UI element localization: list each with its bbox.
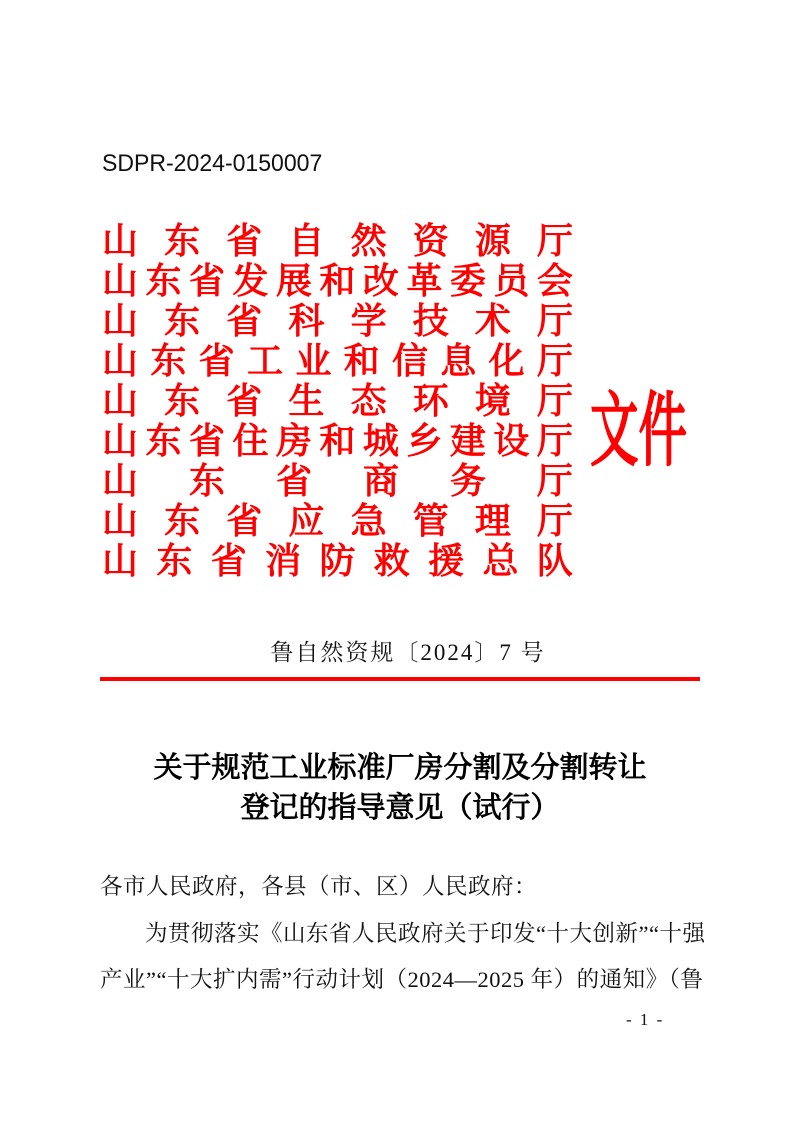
red-divider-line <box>100 677 700 681</box>
paragraph-line: 产业”“十大扩内需”行动计划（2024—2025 年）的通知》（鲁 <box>100 967 704 992</box>
title-line-1: 关于规范工业标准厂房分割及分割转让 <box>153 752 647 784</box>
agency-list <box>102 221 573 581</box>
paragraph-line: 为贯彻落实《山东省人民政府关于印发“十大创新”“十强 <box>145 920 706 946</box>
agency-line: 山 东 省 消 防 救 援 总 队 <box>102 541 573 581</box>
agency-line: 山 东 省 商 务 厅 <box>102 461 573 501</box>
agency-line: 山 东 省 自 然 资 源 厅 <box>102 221 573 261</box>
page-number: - 1 - <box>626 1010 665 1029</box>
doc-registration-code: SDPR-2024-0150007 <box>102 150 323 177</box>
salutation-line: 各市人民政府，各县（市、区）人民政府： <box>100 874 538 899</box>
agency-line: 山 东 省 应 急 管 理 厅 <box>102 501 573 541</box>
document-body <box>100 864 708 1004</box>
agency-line: 山 东 省 发 展 和 改 革 委 员 会 <box>102 261 573 301</box>
agency-line: 山 东 省 科 学 技 术 厅 <box>102 301 573 341</box>
doc-number: 鲁自然资规〔2024〕7 号 <box>270 640 546 665</box>
document-title <box>100 748 700 828</box>
agency-line: 山 东 省 生 态 环 境 厅 <box>102 381 573 421</box>
agency-line: 山 东 省 住 房 和 城 乡 建 设 厅 <box>102 421 573 461</box>
title-line-2: 登记的指导意见（试行） <box>240 792 560 824</box>
doc-word-wenjian: 文件 <box>590 385 687 477</box>
paragraph-lines <box>100 911 708 1004</box>
agency-line: 山 东 省 工 业 和 信 息 化 厅 <box>102 341 573 381</box>
